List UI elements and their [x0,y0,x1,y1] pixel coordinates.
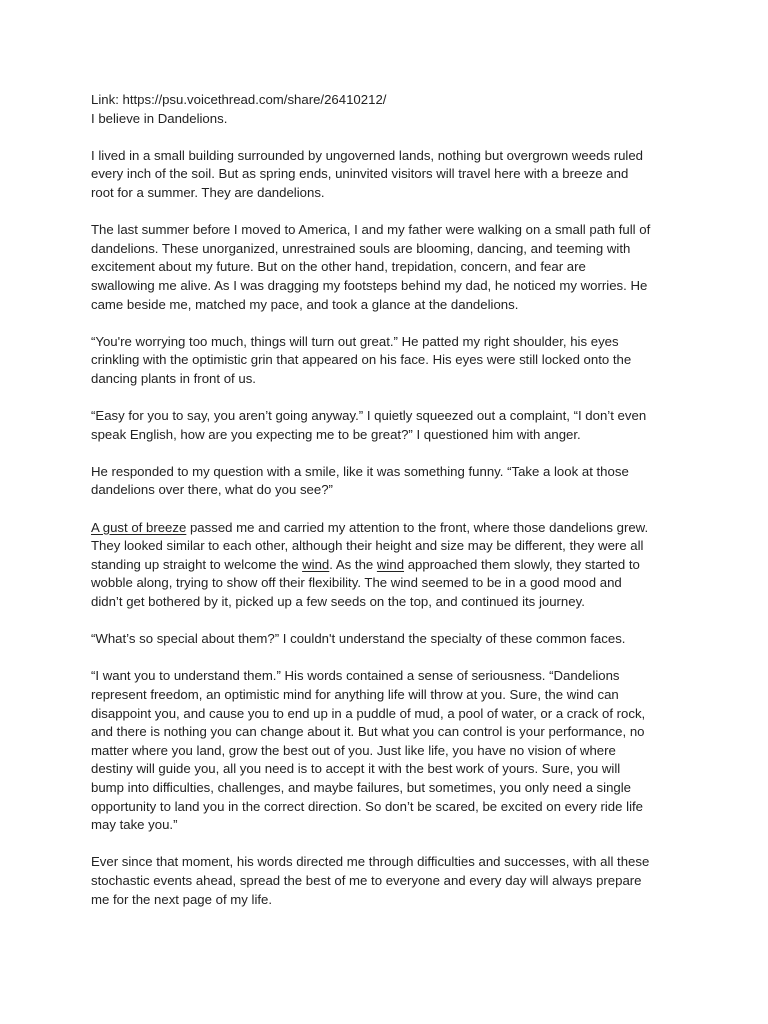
document-header [91,91,691,128]
text-line: may take you.” [91,817,178,833]
underlined-phrase: A gust of breeze [91,519,187,535]
paragraph-9 [91,853,691,909]
paragraph-1 [91,147,691,203]
text-line: speak English, how are you expecting me to be great?” I questioned him with anger. [91,426,581,442]
text-line: stochastic events ahead, spread the best of me to everyone and every day will always prepare [91,872,642,888]
document-page [91,91,691,928]
text-line [91,556,691,575]
text-line: “I want you to understand them.” His words contained a sense of seriousness. “Dandelions [91,668,620,684]
text-line: every inch of the soil. But as spring ends, uninvited visitors will travel here with a breeze and [91,166,629,182]
text-line: and there is nothing you can change about it. But what you can control is your performance, no [91,724,645,740]
paragraph-3 [91,333,691,389]
text-line: They looked similar to each other, although their height and size may be different, they were all [91,538,644,554]
text-line: I lived in a small building surrounded by ungoverned lands, nothing but overgrown weeds ruled [91,147,644,163]
text-line: dandelions. These unorganized, unrestrained souls are blooming, dancing, and teeming with [91,240,631,256]
paragraph-4 [91,407,691,444]
text-line: “You're worrying too much, things will turn out great.” He patted my right shoulder, his eyes [91,333,619,349]
text-line: dandelions over there, what do you see?” [91,482,333,498]
text-line: excitement about my future. But on the other hand, trepidation, concern, and fear are [91,259,586,275]
underlined-word: wind [376,556,405,572]
underlined-word: wind [302,556,330,572]
text-line: He responded to my question with a smile, like it was something funny. “Take a look at those [91,463,629,479]
text-line: disappoint you, and cause you to end up in a puddle of mud, a pool of water, or a crack of rock, [91,705,646,721]
text-line: Ever since that moment, his words directed me through difficulties and successes, with all these [91,854,650,870]
document-title: I believe in Dandelions. [91,110,228,126]
text-span: standing up straight to welcome the [91,556,303,572]
text-line: bump into difficulties, challenges, and maybe failures, but sometimes, you only need a single [91,779,632,795]
paragraph-6 [91,519,691,612]
text-line [91,519,691,538]
text-line: didn’t get bothered by it, picked up a few seeds on the top, and continued its journey. [91,594,585,610]
text-line: matter where you land, grow the best out of you. Just like life, you have no vision of where [91,742,616,758]
voicethread-link[interactable]: Link: https://psu.voicethread.com/share/26410212/ [91,92,387,107]
text-line: came beside me, matched my pace, and took a glance at the dandelions. [91,296,519,312]
paragraph-7 [91,630,691,649]
text-line: dancing plants in front of us. [91,370,256,386]
text-span: . As the [329,556,377,572]
paragraph-2 [91,221,691,314]
text-line: me for the next page of my life. [91,891,273,907]
text-line: “Easy for you to say, you aren’t going anyway.” I quietly squeezed out a complaint, “I don’t even [91,408,647,424]
text-span: approached them slowly, they started to [404,556,640,572]
text-line: wobble along, trying to show off their flexibility. The wind seemed to be in a good mood and [91,575,622,591]
text-line: crinkling with the optimistic grin that appeared on his face. His eyes were still locked onto the [91,352,632,368]
text-line: “What’s so special about them?” I couldn't understand the specialty of these common faces. [91,631,626,647]
text-line: swallowing me alive. As I was dragging my footsteps behind my dad, he noticed my worries. He [91,277,648,293]
text-line: The last summer before I moved to America, I and my father were walking on a small path full of [91,222,651,238]
text-span: passed me and carried my attention to the front, where those dandelions grew. [186,519,649,535]
paragraph-8 [91,667,691,834]
text-line: destiny will guide you, all you need is to accept it with the best work of yours. Sure, you will [91,761,621,777]
text-line: opportunity to land you in the correct direction. So don’t be scared, be excited on every ride life [91,798,643,814]
text-line: root for a summer. They are dandelions. [91,184,325,200]
text-line: represent freedom, an optimistic mind for anything life will throw at you. Sure, the wind can [91,687,619,702]
paragraph-5 [91,463,691,500]
